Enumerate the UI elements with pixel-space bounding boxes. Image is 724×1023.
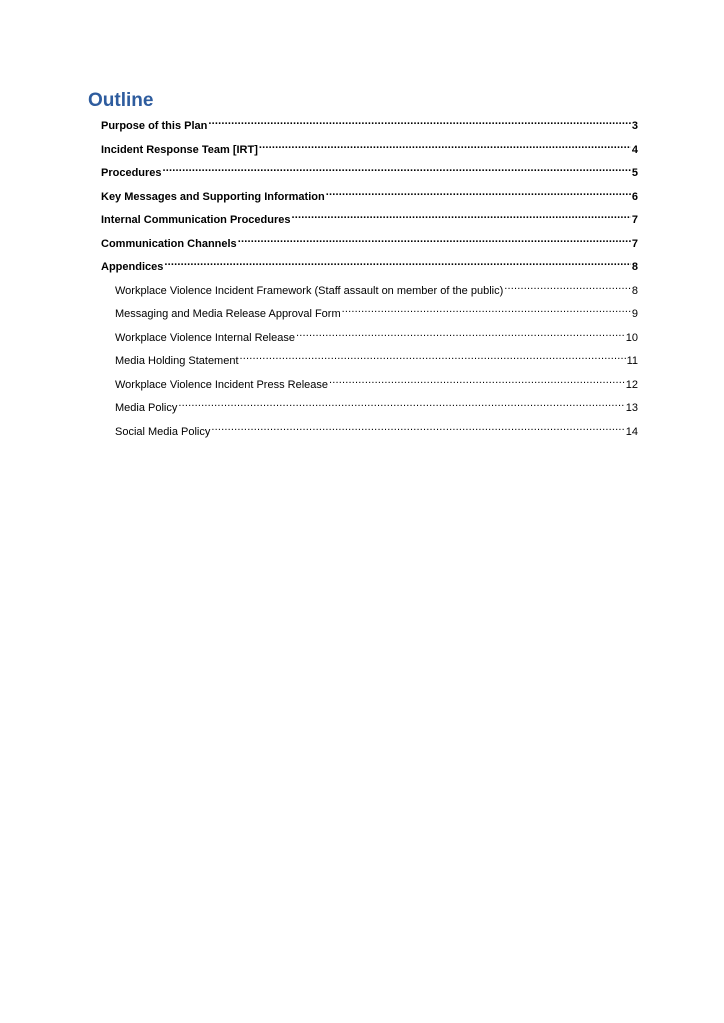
toc-entry-title: Social Media Policy (115, 425, 211, 438)
toc-entry-communication-channels[interactable] (101, 234, 638, 258)
toc-entry-holding-statement[interactable] (101, 351, 638, 375)
toc-page-number: 9 (631, 308, 638, 320)
toc-dot-leader (329, 376, 625, 388)
toc-page-number: 10 (625, 331, 638, 344)
toc-page-number: 3 (631, 120, 638, 132)
toc-entry-procedures[interactable] (101, 163, 638, 187)
toc-entry-title: Incident Response Team [IRT] (101, 143, 258, 156)
toc-entry-title: Appendices (101, 261, 164, 273)
toc-entry-purpose[interactable] (101, 116, 638, 140)
toc-page-number: 4 (631, 143, 638, 156)
toc-entry-title: Communication Channels (101, 237, 237, 250)
toc-entry-violence-framework[interactable] (101, 281, 638, 305)
toc-page-number: 11 (626, 355, 638, 367)
toc-dot-leader (240, 352, 626, 364)
toc-entry-title: Purpose of this Plan (101, 120, 208, 132)
toc-entry-title: Workplace Violence Internal Release (115, 331, 295, 344)
toc-dot-leader (164, 258, 631, 270)
toc-entry-title: Workplace Violence Incident Framework (Staff assault on member of the public) (115, 284, 504, 297)
toc-entry-incident-response-team[interactable] (101, 140, 638, 164)
toc-entry-title: Messaging and Media Release Approval Form (115, 308, 341, 320)
toc-entry-internal-communication[interactable] (101, 210, 638, 234)
toc-entry-title: Media Holding Statement (115, 355, 239, 367)
toc-entry-title: Internal Communication Procedures (101, 214, 291, 226)
toc-dot-leader (291, 211, 630, 223)
toc-entry-key-messages[interactable] (101, 187, 638, 211)
toc-page-number: 7 (631, 214, 638, 226)
toc-dot-leader (326, 188, 631, 200)
toc-dot-leader (504, 282, 631, 294)
toc-entry-title: Key Messages and Supporting Information (101, 190, 325, 203)
toc-entry-social-media-policy[interactable] (101, 422, 638, 446)
toc-dot-leader (163, 164, 631, 176)
toc-page-number: 14 (625, 425, 638, 438)
toc-dot-leader (342, 305, 631, 317)
toc-dot-leader (208, 117, 631, 129)
toc-page-number: 8 (631, 261, 638, 273)
toc-page-number: 7 (631, 237, 638, 250)
table-of-contents (101, 116, 638, 445)
toc-entry-internal-release[interactable] (101, 328, 638, 352)
toc-entry-approval-form[interactable] (101, 304, 638, 328)
outline-heading: Outline (88, 90, 154, 111)
toc-entry-press-release[interactable] (101, 375, 638, 399)
toc-page-number: 6 (631, 190, 638, 203)
toc-entry-title: Media Policy (115, 402, 178, 414)
toc-entry-appendices[interactable] (101, 257, 638, 281)
toc-entry-title: Procedures (101, 167, 162, 179)
toc-dot-leader (296, 329, 625, 341)
toc-page-number: 13 (625, 402, 638, 414)
toc-entry-title: Workplace Violence Incident Press Release (115, 378, 328, 391)
toc-dot-leader (238, 235, 631, 247)
toc-dot-leader (178, 399, 624, 411)
toc-dot-leader (211, 423, 624, 435)
toc-entry-media-policy[interactable] (101, 398, 638, 422)
toc-dot-leader (259, 141, 631, 153)
toc-page-number: 12 (625, 378, 638, 391)
toc-page-number: 5 (631, 167, 638, 179)
toc-page-number: 8 (631, 284, 638, 297)
